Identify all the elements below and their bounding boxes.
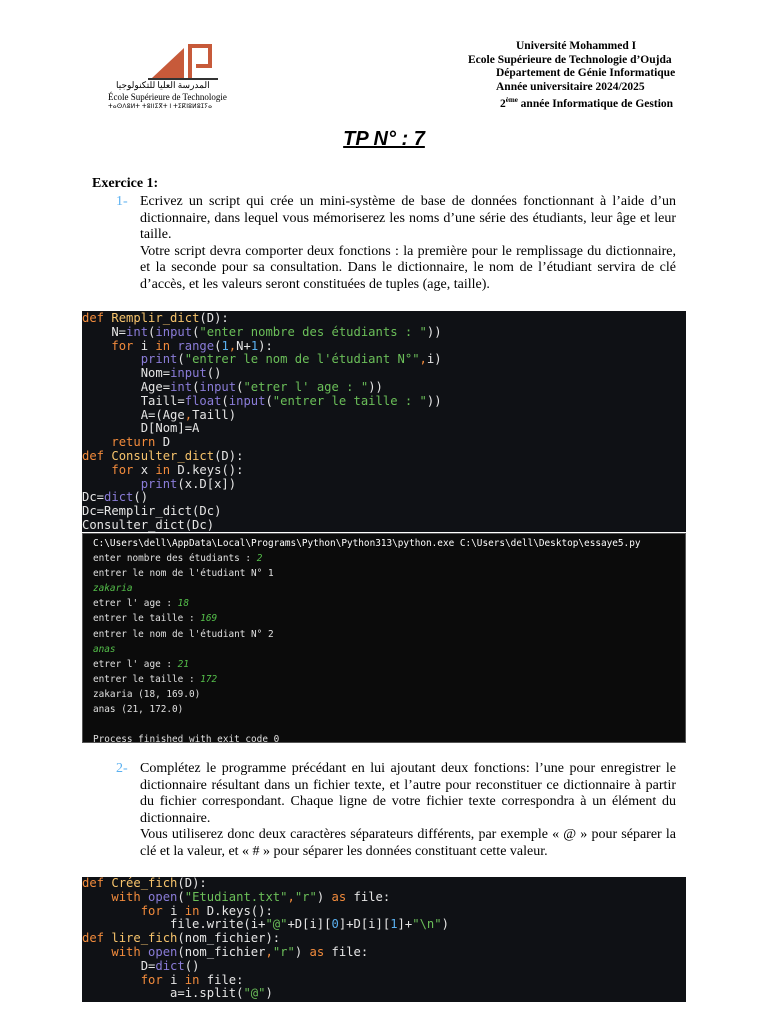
- code-token: [82, 435, 111, 449]
- code-line: [82, 326, 686, 340]
- code-line: [82, 519, 686, 532]
- code-token: "entrer le taille : ": [272, 393, 427, 408]
- code-token: with: [111, 889, 149, 904]
- code-token: i: [170, 903, 185, 918]
- code-token: 1: [390, 917, 398, 932]
- code-line: [82, 422, 686, 436]
- code-token: i: [140, 338, 156, 353]
- code-token: "@": [265, 917, 288, 932]
- code-token: "Etudiant.txt": [184, 889, 288, 904]
- code-token: for: [111, 462, 141, 477]
- code-token: (: [177, 889, 185, 904]
- code-token: (x.D[x]): [177, 476, 237, 491]
- code-token: file.write(i+: [82, 917, 266, 932]
- code-token: D.keys():: [206, 903, 273, 918]
- exercise-title: Exercice 1:: [92, 176, 159, 191]
- code-token: "etrer l' age : ": [243, 379, 369, 394]
- code-token: "entrer le nom de l'étudiant N°": [184, 352, 420, 367]
- code-token: A=(Age: [82, 407, 185, 422]
- code-line: [82, 312, 686, 326]
- code-token: (nom_fichier: [177, 944, 266, 959]
- code-token: N=: [82, 324, 127, 339]
- code-token: "@": [243, 986, 266, 1001]
- code-line: [82, 395, 686, 409]
- logo-tifinagh-name: ⵜⴰⵙⴷⵓⵍⵜ ⵜⵓⵏⵏⵉⴳⵜ ⵏ ⵜⵉⴽⵏⵓⵍⵓⵊⵢⴰ: [108, 104, 213, 110]
- university-name: Université Mohammed I: [516, 40, 637, 52]
- code-token: D[Nom]=A: [82, 421, 200, 436]
- code-line: [82, 974, 686, 988]
- code-token: (: [221, 393, 229, 408]
- code-token: [82, 352, 141, 366]
- code-line: [82, 918, 686, 932]
- console-line: anas (21, 172.0): [93, 704, 184, 716]
- code-token: Consulter_dict: [111, 448, 215, 463]
- console-line: zakaria: [93, 583, 133, 595]
- code-token: "r": [272, 944, 295, 959]
- code-line: [82, 891, 686, 905]
- console-line: anas: [93, 643, 116, 655]
- code-token: ,: [184, 407, 193, 422]
- code-token: Dc=Remplir_dict(Dc): [82, 504, 222, 519]
- console-line: etrer l' age : 21: [93, 658, 189, 670]
- code-line: [82, 340, 686, 354]
- code-line: [82, 505, 686, 519]
- code-token: Age=: [82, 379, 171, 394]
- code-token: x: [140, 462, 156, 477]
- code-token: [82, 945, 111, 959]
- code-token: for: [140, 903, 171, 918]
- code-token: print: [140, 476, 178, 491]
- code-token: open: [148, 889, 178, 904]
- page-title: TP N° : 7: [343, 128, 425, 150]
- code-token: i): [426, 352, 442, 367]
- console-line: etrer l' age : 18: [93, 598, 189, 610]
- code-token: return: [111, 435, 163, 450]
- code-token: in: [155, 462, 178, 477]
- logo-arabic-name: المدرسة العليا للتكنولوجيا: [116, 80, 210, 90]
- code-line: [82, 491, 686, 505]
- code-token: Taill=: [82, 393, 185, 408]
- code-line: [82, 367, 686, 381]
- code-line: [82, 381, 686, 395]
- code-token: file:: [331, 944, 369, 959]
- code-token: (: [177, 352, 185, 367]
- code-token: open: [148, 944, 178, 959]
- code-token: "\n": [412, 917, 442, 932]
- code-token: ,: [265, 944, 273, 959]
- code-token: 1: [221, 338, 229, 353]
- code-token: a=i.split(: [82, 986, 244, 1001]
- console-line: entrer le nom de l'étudiant N° 1: [93, 568, 274, 580]
- code-token: Crée_fich: [111, 877, 178, 890]
- console-line: entrer le nom de l'étudiant N° 2: [93, 628, 274, 640]
- code-block-remplir-consulter: [82, 311, 686, 532]
- code-token: input: [228, 393, 266, 408]
- code-token: (: [148, 324, 156, 339]
- academic-year: Année universitaire 2024/2025: [496, 80, 645, 93]
- console-line: entrer le taille : 169: [93, 613, 218, 625]
- code-token: Dc=: [82, 490, 105, 505]
- code-token: def: [82, 931, 112, 946]
- logo-french-name: École Supérieure de Technologie: [108, 92, 227, 102]
- code-token: int: [126, 324, 149, 339]
- code-line: [82, 353, 686, 367]
- code-line: [82, 436, 686, 450]
- code-token: def: [82, 311, 112, 325]
- school-name: Ecole Supérieure de Technologie d’Oujda: [468, 53, 672, 66]
- code-token: in: [184, 903, 207, 918]
- code-token: (nom_fichier):: [177, 931, 281, 946]
- item-number: 2-: [116, 761, 128, 776]
- console-line: enter nombre des étudiants : 2: [93, 553, 263, 565]
- code-token: 1: [250, 338, 259, 353]
- code-token: range: [177, 338, 215, 353]
- code-token: (: [236, 379, 244, 394]
- code-token: [82, 973, 141, 987]
- code-line: [82, 960, 686, 974]
- code-token: "r": [294, 889, 317, 904]
- code-token: (D):: [214, 448, 244, 463]
- code-token: Consulter_dict(Dc): [82, 517, 215, 532]
- code-token: in: [184, 972, 207, 987]
- code-token: Taill): [192, 407, 237, 422]
- code-token: ]+D[i][: [338, 917, 391, 932]
- console-line: entrer le taille : 172: [93, 673, 218, 685]
- code-token: int: [170, 379, 193, 394]
- code-token: [82, 463, 111, 477]
- code-token: [82, 339, 111, 353]
- code-token: ): [316, 889, 332, 904]
- code-token: with: [111, 944, 149, 959]
- code-token: [82, 477, 141, 491]
- code-line: [82, 478, 686, 492]
- code-token: def: [82, 448, 112, 463]
- code-token: for: [140, 972, 171, 987]
- code-token: def: [82, 877, 112, 890]
- code-line: [82, 946, 686, 960]
- code-token: (): [206, 366, 222, 381]
- console-line: [93, 717, 685, 732]
- code-token: +D[i][: [287, 917, 332, 932]
- code-token: (D):: [177, 877, 207, 890]
- code-block-fichier: [82, 877, 686, 1002]
- code-token: (: [214, 338, 222, 353]
- code-token: file:: [206, 972, 244, 987]
- code-token: (D):: [199, 311, 229, 325]
- code-token: dict: [104, 490, 134, 505]
- code-token: "enter nombre des étudiants : ": [199, 324, 427, 339]
- console-output: [82, 533, 686, 743]
- code-line: [82, 905, 686, 919]
- institution-header: [440, 40, 700, 111]
- code-token: input: [155, 324, 193, 339]
- code-token: print: [140, 352, 178, 367]
- code-token: input: [199, 379, 237, 394]
- code-token: ,: [287, 889, 295, 904]
- code-token: lire_fich: [111, 931, 178, 946]
- code-token: dict: [155, 958, 185, 973]
- code-token: in: [155, 338, 178, 353]
- code-token: as: [331, 889, 354, 904]
- code-token: )): [426, 324, 442, 339]
- code-token: [82, 890, 111, 904]
- code-token: (): [184, 958, 200, 973]
- code-token: [82, 904, 141, 918]
- code-line: [82, 987, 686, 1001]
- code-token: Remplir_dict: [111, 311, 200, 325]
- code-token: N+: [236, 338, 251, 353]
- code-token: D=: [82, 958, 156, 973]
- code-token: ):: [258, 338, 273, 353]
- code-token: float: [184, 393, 222, 408]
- school-logo: [108, 40, 248, 112]
- code-token: )): [426, 393, 442, 408]
- code-token: (: [192, 324, 200, 339]
- console-line: Process finished with exit code 0: [93, 734, 280, 743]
- code-token: i: [170, 972, 185, 987]
- code-token: D.keys():: [177, 462, 244, 477]
- code-line: [82, 877, 686, 891]
- item-paragraph: Ecrivez un script qui crée un mini-système de base de données fonctionnant à l’aide d’un dictionnaire, dans lequel vous mémoriserez les noms d’une série des étudiants, leur âge et leur taille.: [140, 194, 676, 243]
- item-paragraph: Vous utiliserez donc deux caractères séparateurs différents, par exemple « @ » pour séparer la clé et la valeur, et « # » pour séparer les données constituant cette valeur.: [140, 827, 676, 859]
- code-token: (: [192, 379, 200, 394]
- code-token: ,: [228, 338, 237, 353]
- code-token: input: [170, 366, 207, 381]
- code-token: Nom=: [82, 366, 171, 381]
- code-token: (: [265, 393, 273, 408]
- code-token: ): [265, 986, 273, 1001]
- study-level: 2ème année Informatique de Gestion: [500, 96, 674, 110]
- department-name: Département de Génie Informatique: [496, 67, 676, 79]
- code-line: [82, 932, 686, 946]
- code-token: )): [368, 379, 383, 394]
- code-token: 0: [331, 917, 339, 932]
- console-line: C:\Users\dell\AppData\Local\Programs\Python\Python313\python.exe C:\Users\dell\Desktop\essaye5.py: [93, 538, 641, 549]
- code-line: [82, 450, 686, 464]
- item-number: 1-: [116, 194, 128, 209]
- code-token: as: [309, 944, 332, 959]
- code-token: for: [111, 338, 141, 353]
- code-token: ): [294, 944, 310, 959]
- school-emblem-icon: [148, 40, 220, 80]
- code-token: ): [441, 917, 449, 932]
- item-paragraph: Complétez le programme précédant en lui ajoutant deux fonctions: l’une pour enregistrer le dictionnaire résultant dans un fichier texte, et l’autre pour reconstituer ce dictionnaire à partir du fichier correspondant. Chaque ligne de votre fichier texte correspondra à un élément du dictionnaire.: [140, 761, 676, 826]
- code-token: ]+: [397, 917, 413, 932]
- item-paragraph: Votre script devra comporter deux fonctions : la première pour le remplissage du dictionnaire, et la seconde pour sa consultation. Dans le dictionnaire, le nom de l’étudiant servira de clé d’accès, et les valeurs seront constituées de tuples (age, taille).: [140, 243, 676, 292]
- code-token: (): [133, 490, 149, 505]
- code-line: [82, 464, 686, 478]
- console-line: zakaria (18, 169.0): [93, 688, 201, 700]
- code-token: D: [162, 435, 171, 450]
- code-token: ,: [419, 352, 427, 367]
- code-token: file:: [353, 889, 391, 904]
- code-line: [82, 409, 686, 423]
